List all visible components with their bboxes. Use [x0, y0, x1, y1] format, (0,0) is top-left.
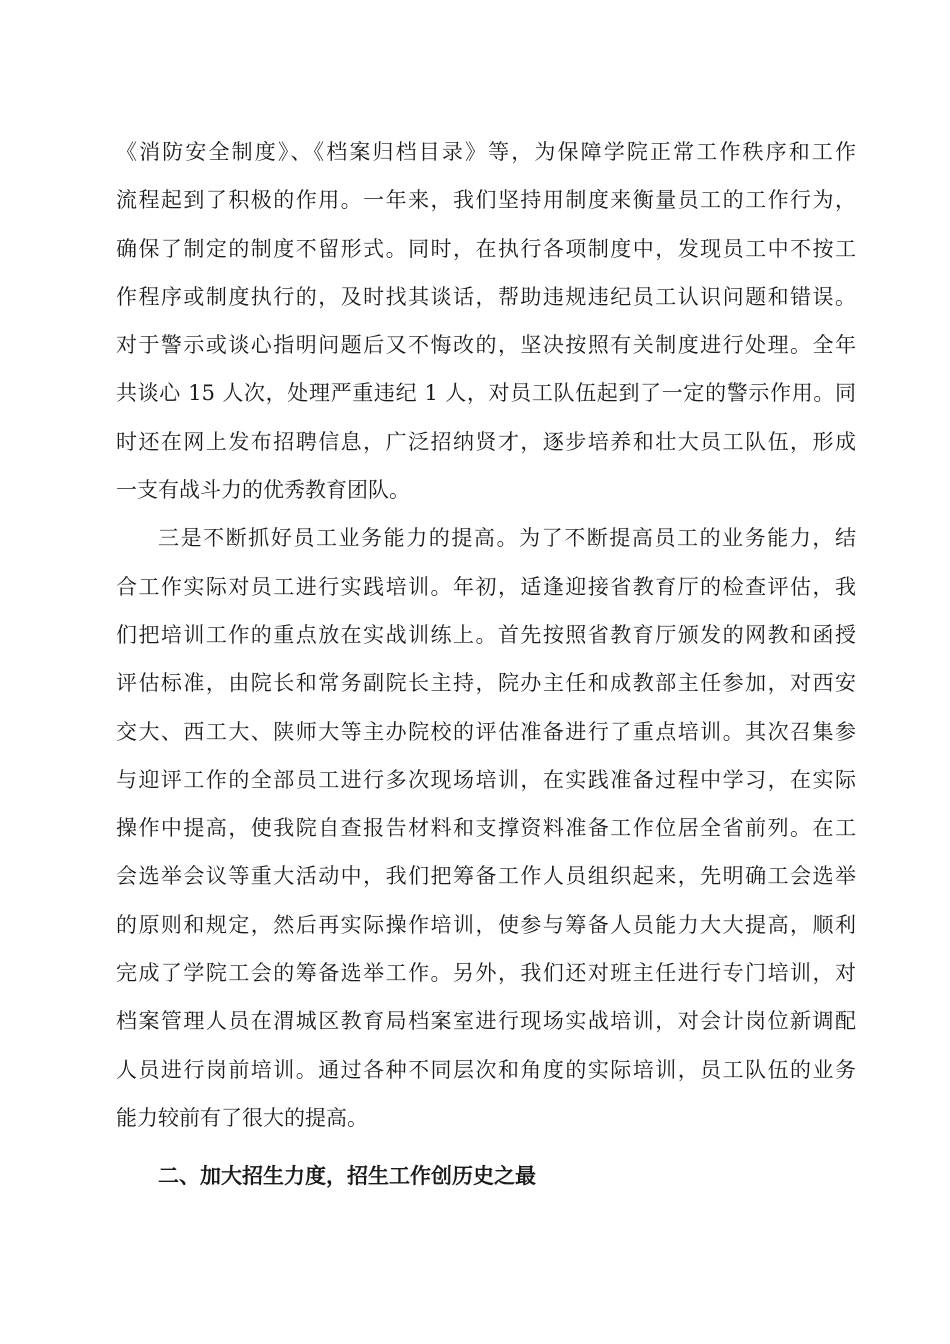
text-line: 三是不断抓好员工业务能力的提高。为了不断提高员工的业务能力，结: [158, 526, 856, 551]
paragraph-2: [116, 514, 856, 1142]
paragraph-1: [116, 128, 856, 514]
text-line: 作程序或制度执行的，及时找其谈话，帮助违规违纪员工认识问题和错误。: [116, 284, 856, 309]
text-line: 合工作实际对员工进行实践培训。年初，适逢迎接省教育厅的检查评估，我: [116, 574, 856, 599]
text-line: 会选举会议等重大活动中，我们把筹备工作人员组织起来，先明确工会选举: [116, 864, 856, 889]
text-line: 档案管理人员在渭城区教育局档案室进行现场实战培训，对会计岗位新调配: [116, 1009, 856, 1034]
text-line: 与迎评工作的全部员工进行多次现场培训，在实践准备过程中学习，在实际: [116, 767, 856, 792]
text-line: 对于警示或谈心指明问题后又不悔改的，坚决按照有关制度进行处理。全年: [116, 333, 856, 358]
text-line: 共谈心 15 人次，处理严重违纪 1 人，对员工队伍起到了一定的警示作用。同: [116, 381, 856, 406]
text-line: 们把培训工作的重点放在实战训练上。首先按照省教育厅颁发的网教和函授: [116, 622, 856, 647]
text-line: 时还在网上发布招聘信息，广泛招纳贤才，逐步培养和壮大员工队伍，形成: [116, 429, 856, 454]
text-line: 评估标准，由院长和常务副院长主持，院办主任和成教部主任参加，对西安: [116, 671, 856, 696]
text-line: 《消防安全制度》、《档案归档目录》等，为保障学院正常工作秩序和工作: [116, 140, 856, 164]
document-body: [116, 128, 856, 1200]
text-line: 完成了学院工会的筹备选举工作。另外，我们还对班主任进行专门培训，对: [116, 961, 856, 986]
text-line: 能力较前有了很大的提高。: [116, 1105, 368, 1130]
section-heading: 二、加大招生力度，招生工作创历史之最: [158, 1164, 536, 1189]
text-line: 操作中提高，使我院自查报告材料和支撑资料准备工作位居全省前列。在工: [116, 816, 856, 841]
text-line: 一支有战斗力的优秀教育团队。: [116, 478, 410, 503]
text-line: 确保了制定的制度不留形式。同时，在执行各项制度中，发现员工中不按工: [116, 236, 856, 261]
text-line: 的原则和规定，然后再实际操作培训，使参与筹备人员能力大大提高，顺利: [116, 912, 856, 937]
text-line: 交大、西工大、陕师大等主办院校的评估准备进行了重点培训。其次召集参: [116, 719, 856, 744]
text-line: 流程起到了积极的作用。一年来，我们坚持用制度来衡量员工的工作行为，: [116, 188, 856, 213]
text-line: 人员进行岗前培训。通过各种不同层次和角度的实际培训，员工队伍的业务: [116, 1057, 856, 1082]
